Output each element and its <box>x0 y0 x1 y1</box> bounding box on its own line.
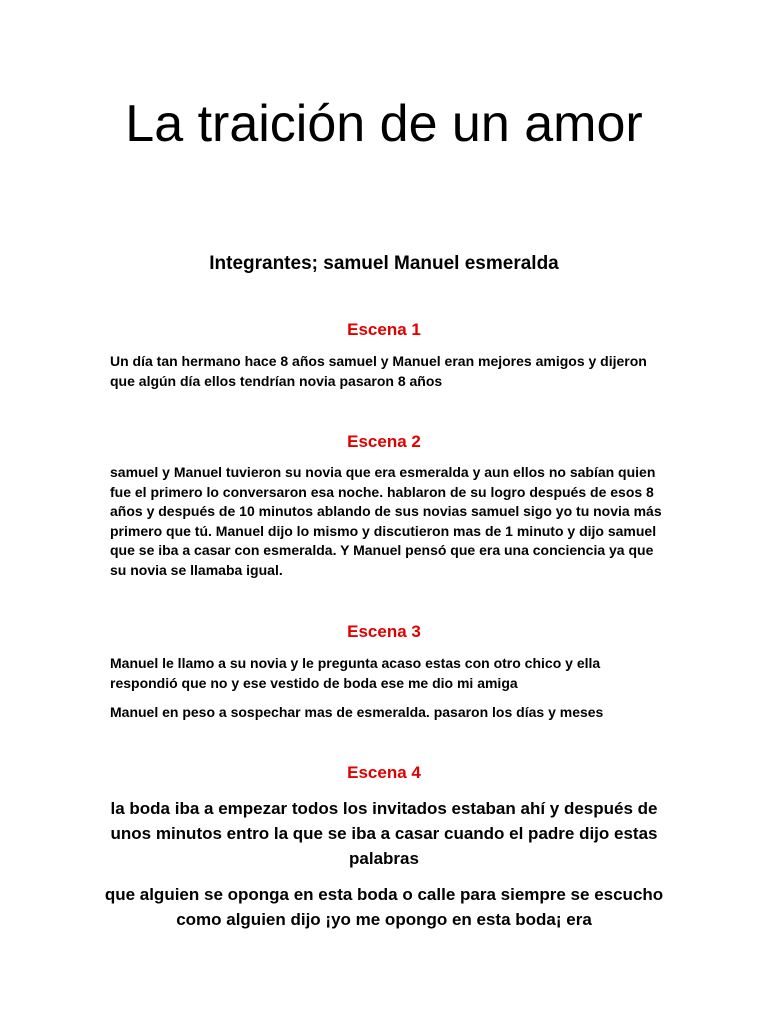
scene-4-paragraph-2: que alguien se oponga en esta boda o calle para siempre se escucho como alguien dijo ¡yo me opongo en esta boda¡ era <box>104 885 664 929</box>
scene-1-paragraph-1: Un día tan hermano hace 8 años samuel y Manuel eran mejores amigos y dijeron que algún día ellos tendrían novia pasaron 8 años <box>110 353 647 389</box>
scene-2-paragraph-1: samuel y Manuel tuvieron su novia que era esmeralda y aun ellos no sabían quien fue el primero lo conversaron esa noche. hablaron de su logro después de esos 8 años y después de 10 minutos ablando de sus novias samuel sigo yo tu novia más primero que tú. Manuel dijo lo mismo y discutieron mas de 1 minuto y dijo samuel que se iba a casar con esmeralda. Y Manuel pensó que era una conciencia ya que su novia se llamaba igual. <box>110 464 662 578</box>
scene-3-heading: Escena 3 <box>347 622 421 641</box>
scene-3-paragraph-1: Manuel le llamo a su novia y le pregunta acaso estas con otro chico y ella respondió que no y ese vestido de boda ese me dio mi amiga <box>110 655 601 691</box>
scene-1-heading: Escena 1 <box>347 320 421 339</box>
scene-2-heading: Escena 2 <box>347 432 421 451</box>
document-title: La traición de un amor <box>125 95 643 153</box>
scene-4-heading: Escena 4 <box>347 763 421 782</box>
document-subtitle: Integrantes; samuel Manuel esmeralda <box>209 253 559 274</box>
scene-3-paragraph-2: Manuel en peso a sospechar mas de esmeralda. pasaron los días y meses <box>110 704 604 720</box>
scene-4-paragraph-1: la boda iba a empezar todos los invitados estaban ahí y después de unos minutos entro la que se iba a casar cuando el padre dijo estas palabras <box>110 799 658 868</box>
